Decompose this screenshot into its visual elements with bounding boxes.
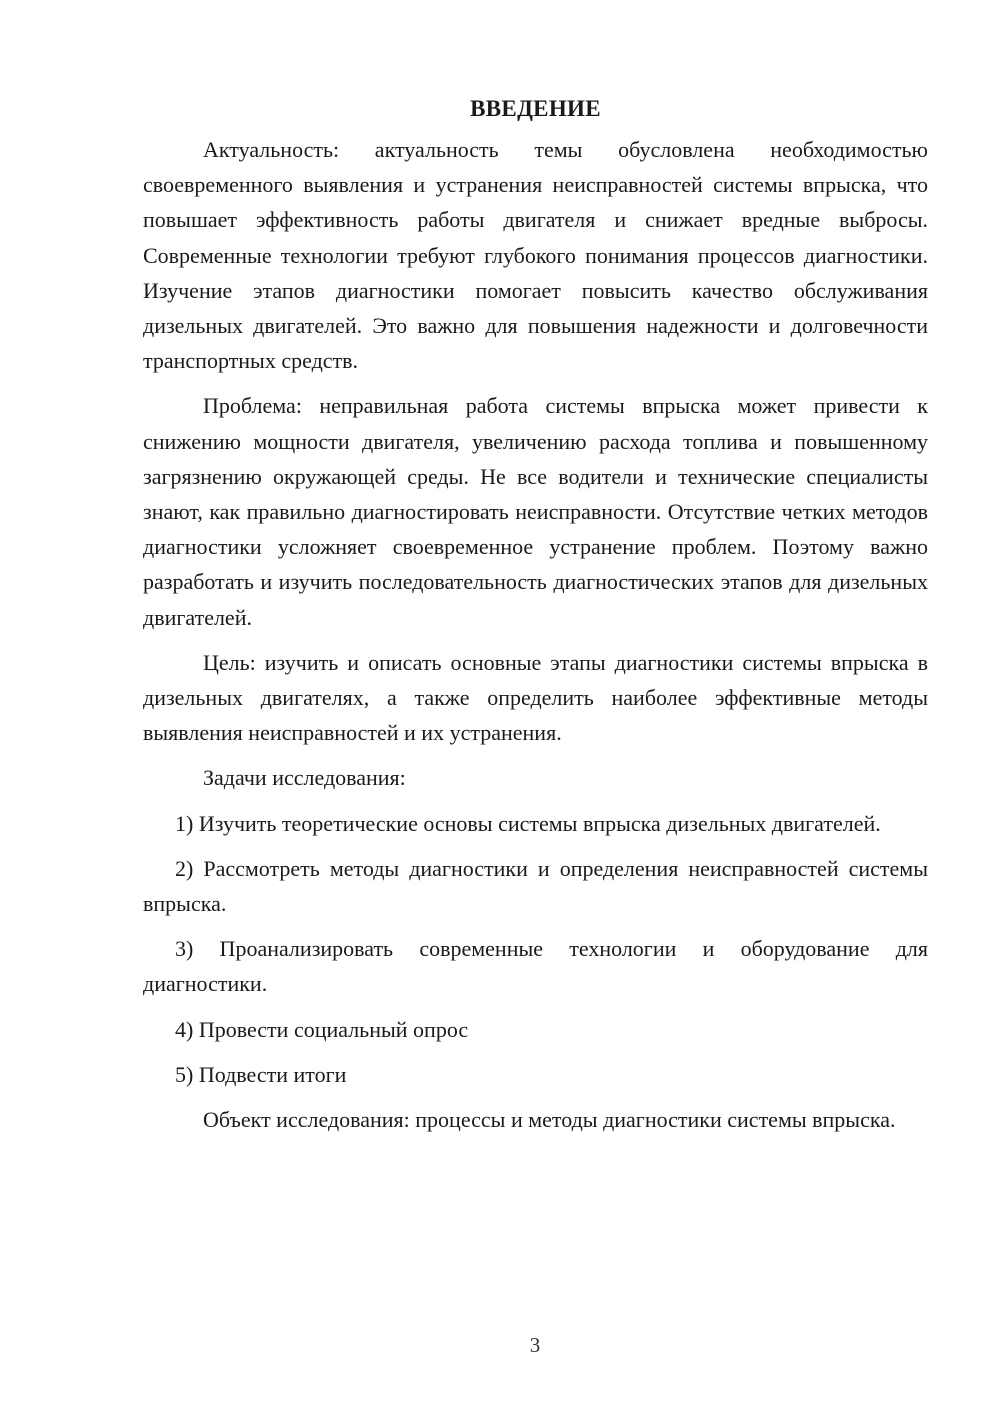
document-page — [143, 92, 928, 1137]
paragraph-relevance: Актуальность: актуальность темы обусловлена необходимостью своевременного выявления и устранения неисправностей системы впрыска, что повышает эффективность работы двигателя и снижает вредные выбросы. Современные технологии требуют глубокого понимания процессов диагностики. Изучение этапов диагностики помогает повысить качество обслуживания дизельных двигателей. Это важно для повышения надежности и долговечности транспортных средств. — [143, 137, 928, 374]
list-item: 1) Изучить теоретические основы системы впрыска дизельных двигателей. — [175, 810, 881, 836]
list-item: 5) Подвести итоги — [175, 1061, 347, 1087]
paragraph-goal: Цель: изучить и описать основные этапы диагностики системы впрыска в дизельных двигателях, а также определить наиболее эффективные методы выявления неисправностей и их устранения. — [143, 649, 928, 746]
list-item: 3) Проанализировать современные технологии и оборудование для диагностики. — [143, 936, 928, 997]
list-item: 2) Рассмотреть методы диагностики и определения неисправностей системы впрыска. — [143, 855, 928, 917]
paragraph-problem: Проблема: неправильная работа системы впрыска может привести к снижению мощности двигателя, увеличению расхода топлива и повышенному загрязнению окружающей среды. Не все водители и технические специалисты знают, как правильно диагностировать неисправности. Отсутствие четких методов диагностики усложняет своевременное устранение проблем. Поэтому важно разработать и изучить последовательность диагностических этапов для дизельных двигателей. — [143, 393, 928, 630]
page-number: 3 — [529, 1333, 541, 1357]
paragraph-object: Объект исследования: процессы и методы диагностики системы впрыска. — [203, 1107, 896, 1133]
tasks-list — [143, 806, 928, 1092]
tasks-heading: Задачи исследования: — [203, 765, 406, 791]
section-title: ВВЕДЕНИЕ — [470, 96, 601, 121]
list-item: 4) Провести социальный опрос — [175, 1016, 469, 1042]
